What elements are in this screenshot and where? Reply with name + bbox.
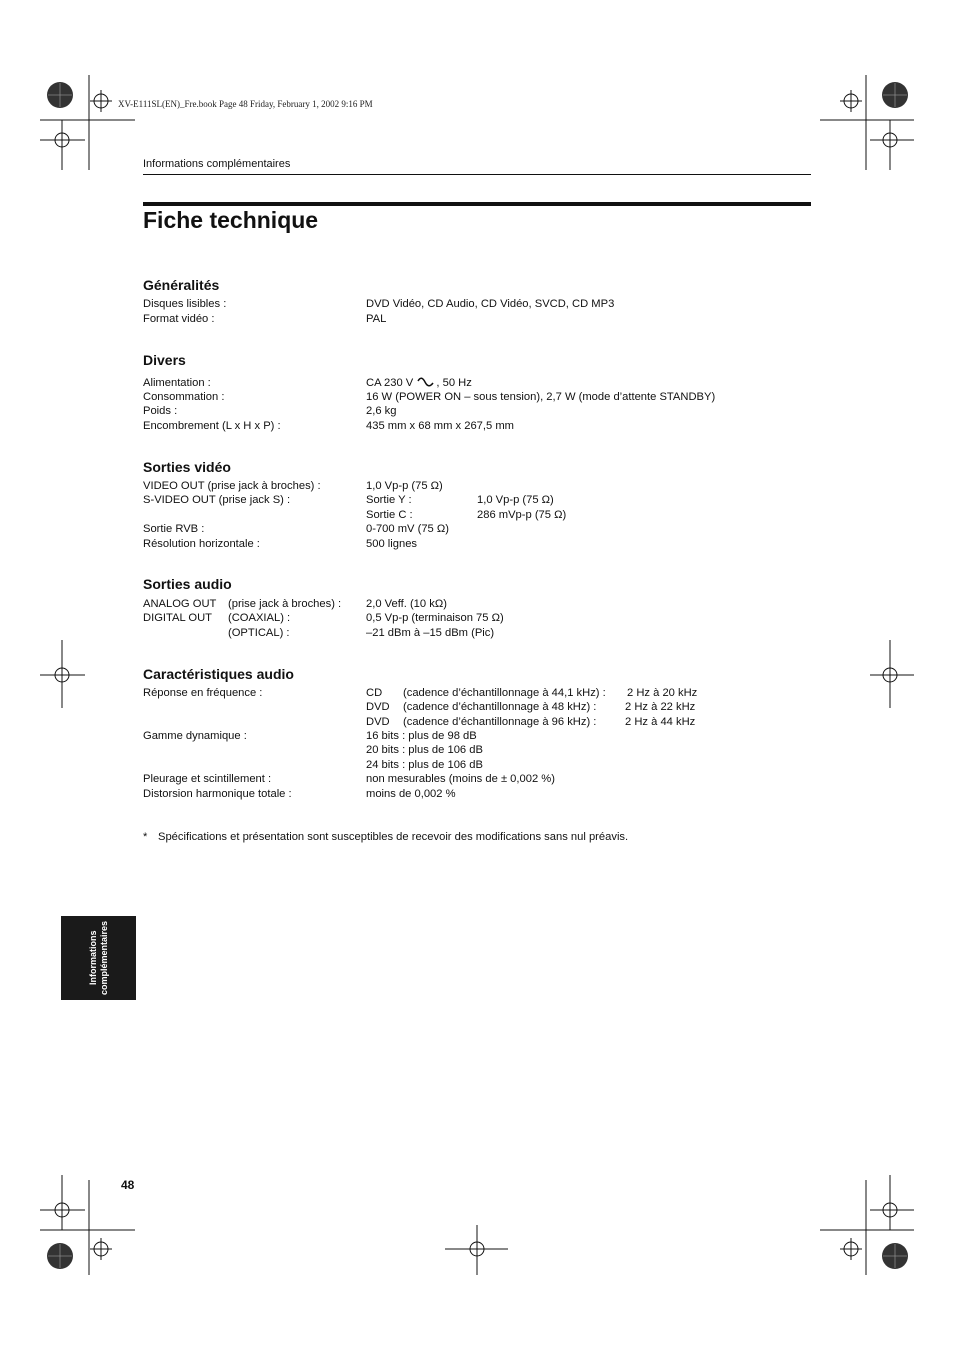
- running-header: Informations complémentaires: [143, 158, 291, 170]
- spec-label: Pleurage et scintillement :: [143, 773, 272, 785]
- spec-sublabel: Sortie Y :: [366, 494, 412, 506]
- alimentation-voltage: CA 230 V: [366, 377, 414, 389]
- disc-type: CD: [366, 687, 383, 699]
- spec-value: 16 bits : plus de 98 dB: [366, 730, 477, 742]
- frequency-range: 2 Hz à 20 kHz: [627, 687, 698, 699]
- alimentation-frequency: , 50 Hz: [436, 377, 472, 389]
- sampling-rate: (cadence d’échantillonnage à 96 kHz) :: [403, 716, 597, 728]
- spec-sublabel: Sortie C :: [366, 509, 413, 521]
- spec-label: Disques lisibles :: [143, 298, 227, 310]
- spec-label: Alimentation :: [143, 377, 211, 389]
- side-tab-line2: complémentaires: [98, 920, 109, 996]
- section-heading-generalites: Généralités: [143, 277, 220, 293]
- disc-type: DVD: [366, 716, 390, 728]
- spec-sublabel: (OPTICAL) :: [228, 627, 290, 639]
- section-heading-sorties-audio: Sorties audio: [143, 576, 232, 592]
- spec-value: 0-700 mV (75 Ω): [366, 523, 449, 535]
- title-bar: [143, 202, 811, 206]
- spec-value: 20 bits : plus de 106 dB: [366, 744, 483, 756]
- sampling-rate: (cadence d’échantillonnage à 48 kHz) :: [403, 701, 597, 713]
- spec-value: 0,5 Vp-p (terminaison 75 Ω): [366, 612, 504, 624]
- spec-value: 1,0 Vp-p (75 Ω): [477, 494, 554, 506]
- spec-value: 2,0 Veff. (10 kΩ): [366, 598, 447, 610]
- spec-label: Consommation :: [143, 391, 225, 403]
- spec-label: Résolution horizontale :: [143, 538, 260, 550]
- spec-value: 16 W (POWER ON – sous tension), 2,7 W (mode d’attente STANDBY): [366, 391, 716, 403]
- page-title: Fiche technique: [143, 207, 319, 233]
- spec-label: Poids :: [143, 405, 178, 417]
- spec-value: non mesurables (moins de ± 0,002 %): [366, 773, 555, 785]
- spec-label: Réponse en fréquence :: [143, 687, 263, 699]
- footnote-text: Spécifications et présentation sont susceptibles de recevoir des modifications sans nul préavis.: [158, 831, 629, 843]
- spec-label: Format vidéo :: [143, 313, 215, 325]
- print-metadata: XV-E111SL(EN)_Fre.book Page 48 Friday, February 1, 2002 9:16 PM: [118, 99, 373, 109]
- frequency-range: 2 Hz à 22 kHz: [625, 701, 696, 713]
- spec-value: moins de 0,002 %: [366, 788, 456, 800]
- section-heading-divers: Divers: [143, 352, 186, 368]
- side-tab-label: [88, 921, 110, 995]
- ac-wave-icon: [417, 377, 435, 387]
- footnote-marker: *: [143, 831, 148, 843]
- spec-value: [366, 376, 472, 390]
- page-number: 48: [121, 1178, 135, 1192]
- section-side-tab: [61, 916, 136, 1000]
- spec-label: ANALOG OUT: [143, 598, 217, 610]
- spec-label: S-VIDEO OUT (prise jack S) :: [143, 494, 291, 506]
- spec-value: 500 lignes: [366, 538, 418, 550]
- spec-label: Sortie RVB :: [143, 523, 205, 535]
- section-heading-caracteristiques-audio: Caractéristiques audio: [143, 666, 294, 682]
- spec-value: PAL: [366, 313, 387, 325]
- spec-label: Encombrement (L x H x P) :: [143, 420, 281, 432]
- spec-value: –21 dBm à –15 dBm (Pic): [366, 627, 495, 639]
- spec-label: Gamme dynamique :: [143, 730, 247, 742]
- side-tab-line1: Informations: [87, 930, 98, 986]
- spec-value: 286 mVp-p (75 Ω): [477, 509, 567, 521]
- spec-value: DVD Vidéo, CD Audio, CD Vidéo, SVCD, CD MP3: [366, 298, 615, 310]
- spec-value: 2,6 kg: [366, 405, 397, 417]
- header-rule: [143, 174, 811, 175]
- spec-label: Distorsion harmonique totale :: [143, 788, 292, 800]
- spec-value: 1,0 Vp-p (75 Ω): [366, 480, 443, 492]
- disc-type: DVD: [366, 701, 390, 713]
- spec-sublabel: (COAXIAL) :: [228, 612, 291, 624]
- sampling-rate: (cadence d’échantillonnage à 44,1 kHz) :: [403, 687, 606, 699]
- frequency-range: 2 Hz à 44 kHz: [625, 716, 696, 728]
- section-heading-sorties-video: Sorties vidéo: [143, 459, 231, 475]
- spec-value: 435 mm x 68 mm x 267,5 mm: [366, 420, 514, 432]
- spec-sublabel: (prise jack à broches) :: [228, 598, 342, 610]
- spec-label: DIGITAL OUT: [143, 612, 212, 624]
- spec-label: VIDEO OUT (prise jack à broches) :: [143, 480, 321, 492]
- spec-value: 24 bits : plus de 106 dB: [366, 759, 483, 771]
